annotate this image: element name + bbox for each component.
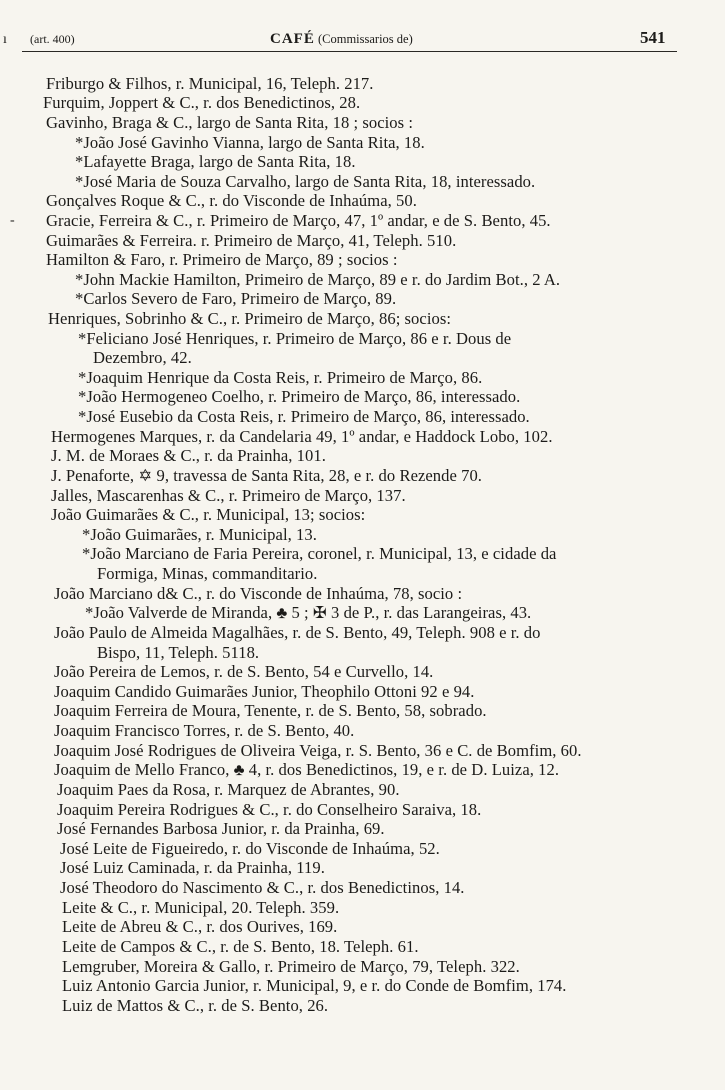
entry-line: Joaquim Candido Guimarães Junior, Theophilo Ottoni 92 e 94. — [54, 682, 475, 701]
entry-line: Joaquim de Mello Franco, ♣ 4, r. dos Benedictinos, 19, e r. de D. Luiza, 12. — [54, 760, 560, 779]
entry-line: *José Eusebio da Costa Reis, r. Primeiro de Março, 86, interessado. — [78, 407, 530, 426]
header-rule — [22, 51, 677, 52]
entry-line: *José Maria de Souza Carvalho, largo de Santa Rita, 18, interessado. — [75, 172, 536, 191]
entry-line: Gavinho, Braga & C., largo de Santa Rita, 18 ; socios : — [46, 113, 413, 132]
entry-line: José Fernandes Barbosa Junior, r. da Prainha, 69. — [57, 819, 385, 838]
entry-line: *Carlos Severo de Faro, Primeiro de Março, 89. — [75, 289, 397, 308]
entry-line: José Luiz Caminada, r. da Prainha, 119. — [60, 858, 325, 877]
article-reference: (art. 400) — [30, 32, 75, 46]
entry-line: João Marciano d& C., r. do Visconde de Inhaúma, 78, socio : — [54, 584, 463, 603]
entry-line: Furquim, Joppert & C., r. dos Benedictinos, 28. — [43, 93, 361, 112]
section-title-main: CAFÉ — [270, 31, 315, 47]
section-title — [270, 31, 413, 48]
margin-mark: - — [10, 213, 15, 228]
entry-line: *João Hermogeneo Coelho, r. Primeiro de Março, 86, interessado. — [78, 387, 521, 406]
entry-line: Jalles, Mascarenhas & C., r. Primeiro de Março, 137. — [51, 486, 406, 505]
section-title-sub: (Commissarios de) — [314, 32, 413, 46]
entry-line: Luiz Antonio Garcia Junior, r. Municipal, 9, e r. do Conde de Bomfim, 174. — [62, 976, 567, 995]
running-header — [0, 26, 725, 52]
entry-line: João Pereira de Lemos, r. de S. Bento, 54 e Curvello, 14. — [54, 662, 434, 681]
entry-line: Gracie, Ferreira & C., r. Primeiro de Março, 47, 1º andar, e de S. Bento, 45. — [46, 211, 551, 230]
entry-line: Leite de Abreu & C., r. dos Ourives, 169. — [62, 917, 338, 936]
entry-line: *João Marciano de Faria Pereira, coronel, r. Municipal, 13, e cidade da — [82, 544, 557, 563]
entry-line: *Feliciano José Henriques, r. Primeiro de Março, 86 e r. Dous de — [78, 329, 512, 348]
entry-line: *John Mackie Hamilton, Primeiro de Março, 89 e r. do Jardim Bot., 2 A. — [75, 270, 561, 289]
entry-line: Hamilton & Faro, r. Primeiro de Março, 89 ; socios : — [46, 250, 398, 269]
entry-line: Joaquim Francisco Torres, r. de S. Bento, 40. — [54, 721, 355, 740]
entry-line: José Leite de Figueiredo, r. do Visconde de Inhaúma, 52. — [60, 839, 440, 858]
entry-line: Luiz de Mattos & C., r. de S. Bento, 26. — [62, 996, 329, 1015]
entry-line: Formiga, Minas, commanditario. — [97, 564, 318, 583]
entry-line: Guimarães & Ferreira. r. Primeiro de Março, 41, Teleph. 510. — [46, 231, 457, 250]
entry-line: Henriques, Sobrinho & C., r. Primeiro de Março, 86; socios: — [48, 309, 451, 328]
entry-line: Joaquim José Rodrigues de Oliveira Veiga, r. S. Bento, 36 e C. de Bomfim, 60. — [54, 741, 582, 760]
entry-line: *Lafayette Braga, largo de Santa Rita, 18. — [75, 152, 356, 171]
entry-line: João Guimarães & C., r. Municipal, 13; socios: — [51, 505, 366, 524]
entry-line: João Paulo de Almeida Magalhães, r. de S. Bento, 49, Teleph. 908 e r. do — [54, 623, 541, 642]
entry-line: *João Valverde de Miranda, ♣ 5 ; ✠ 3 de P., r. das Larangeiras, 43. — [85, 603, 532, 622]
entry-line: Friburgo & Filhos, r. Municipal, 16, Teleph. 217. — [46, 74, 374, 93]
page-number: 541 — [640, 28, 666, 47]
entry-line: Leite de Campos & C., r. de S. Bento, 18. Teleph. 61. — [62, 937, 419, 956]
entry-line: Hermogenes Marques, r. da Candelaria 49, 1º andar, e Haddock Lobo, 102. — [51, 427, 553, 446]
entry-line: Lemgruber, Moreira & Gallo, r. Primeiro de Março, 79, Teleph. 322. — [62, 957, 520, 976]
entry-line: Joaquim Pereira Rodrigues & C., r. do Conselheiro Saraiva, 18. — [57, 800, 482, 819]
margin-mark: ı — [3, 32, 7, 47]
entry-line: Bispo, 11, Teleph. 5118. — [97, 643, 260, 662]
entry-line: *João Guimarães, r. Municipal, 13. — [82, 525, 317, 544]
entry-line: Gonçalves Roque & C., r. do Visconde de Inhaúma, 50. — [46, 191, 417, 210]
entry-line: *João José Gavinho Vianna, largo de Santa Rita, 18. — [75, 133, 425, 152]
entry-line: Dezembro, 42. — [93, 348, 192, 367]
entry-line: José Theodoro do Nascimento & C., r. dos Benedictinos, 14. — [60, 878, 465, 897]
entry-line: J. Penaforte, ✡ 9, travessa de Santa Rita, 28, e r. do Rezende 70. — [51, 466, 483, 485]
entry-line: *Joaquim Henrique da Costa Reis, r. Primeiro de Março, 86. — [78, 368, 483, 387]
entry-line: J. M. de Moraes & C., r. da Prainha, 101. — [51, 446, 326, 465]
entry-line: Joaquim Paes da Rosa, r. Marquez de Abrantes, 90. — [57, 780, 400, 799]
entry-line: Joaquim Ferreira de Moura, Tenente, r. de S. Bento, 58, sobrado. — [54, 701, 487, 720]
entry-line: Leite & C., r. Municipal, 20. Teleph. 359. — [62, 898, 340, 917]
